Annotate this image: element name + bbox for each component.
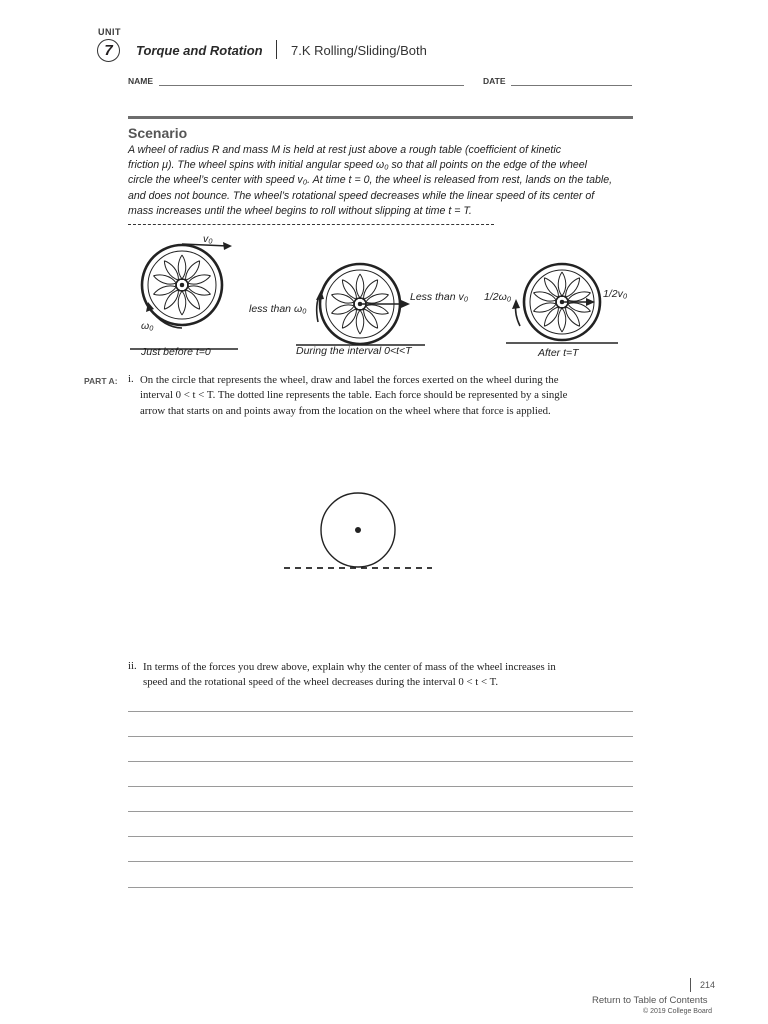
wheel1-caption: Just before t=0 [141, 346, 211, 358]
wheel-during-interval [296, 264, 425, 345]
question-line: In terms of the forces you drew above, explain why the center of mass of the wheel increases in [143, 661, 556, 673]
scenario-line: mass increases until the wheel begins to roll without slipping at time t = T. [128, 204, 472, 217]
wheel1-omega-label: ω₀ [141, 320, 154, 332]
question-1-text [140, 373, 640, 419]
question-number: i. [128, 373, 134, 385]
date-field[interactable] [511, 85, 632, 86]
unit-number-badge: 7 [97, 39, 120, 62]
wheel3-omega-label: 1/2ω₀ [484, 291, 512, 303]
toc-link[interactable]: Return to Table of Contents [592, 995, 708, 1006]
scenario-heading: Scenario [128, 125, 188, 141]
scenario-line: and does not bounce. The wheel’s rotational speed decreases while the linear speed of its center of [128, 189, 595, 202]
wheel2-omega-label: less than ω₀ [249, 303, 307, 315]
free-body-diagram[interactable] [280, 490, 440, 580]
answer-line[interactable] [128, 887, 633, 888]
answer-line[interactable] [128, 836, 633, 837]
answer-line[interactable] [128, 711, 633, 712]
scenario-text [128, 143, 633, 219]
dashed-divider [128, 224, 494, 225]
scenario-line: friction μ). The wheel spins with initial angular speed ω₀ so that all points on the edge of the wheel [128, 159, 588, 172]
question-2-text [143, 660, 638, 691]
scenario-line: circle the wheel’s center with speed v₀. At time t = 0, the wheel is released from rest, lands on the table, [128, 174, 613, 187]
name-field[interactable] [159, 85, 464, 86]
wheel3-velocity-label: 1/2v₀ [603, 288, 628, 300]
wheel-just-before [130, 242, 238, 349]
date-label: DATE [483, 76, 506, 86]
answer-line[interactable] [128, 861, 633, 862]
wheel-center-dot [355, 527, 361, 533]
header-divider [276, 40, 277, 59]
wheel3-caption: After t=T [538, 347, 579, 359]
copyright: © 2019 College Board [643, 1008, 712, 1015]
wheel-after [506, 264, 618, 343]
wheel2-velocity-label: Less than v₀ [410, 291, 469, 303]
answer-line[interactable] [128, 736, 633, 737]
question-number: ii. [128, 660, 137, 672]
part-a-label: PART A: [84, 376, 118, 386]
unit-title: Torque and Rotation [136, 43, 263, 58]
unit-label: UNIT [98, 27, 121, 37]
topic-title: 7.K Rolling/Sliding/Both [291, 43, 427, 58]
answer-line[interactable] [128, 811, 633, 812]
question-line: arrow that starts on and points away from the location on the wheel where that force is applied. [140, 404, 551, 417]
wheel2-caption: During the interval 0<t<T [296, 345, 412, 357]
scenario-line: A wheel of radius R and mass M is held at rest just above a rough table (coefficient of kinetic [128, 144, 561, 156]
question-line: interval 0 < t < T. The dotted line represents the table. Each force should be represented by a single [140, 389, 568, 402]
page-number: 214 [700, 980, 716, 990]
question-line: speed and the rotational speed of the wheel decreases during the interval 0 < t < T. [143, 676, 499, 689]
section-rule [128, 116, 633, 119]
answer-line[interactable] [128, 761, 633, 762]
wheel1-velocity-label: v₀ [203, 233, 213, 245]
name-label: NAME [128, 76, 154, 86]
footer-divider [690, 978, 691, 992]
answer-line[interactable] [128, 786, 633, 787]
question-line: On the circle that represents the wheel, draw and label the forces exerted on the wheel during the [140, 374, 559, 386]
